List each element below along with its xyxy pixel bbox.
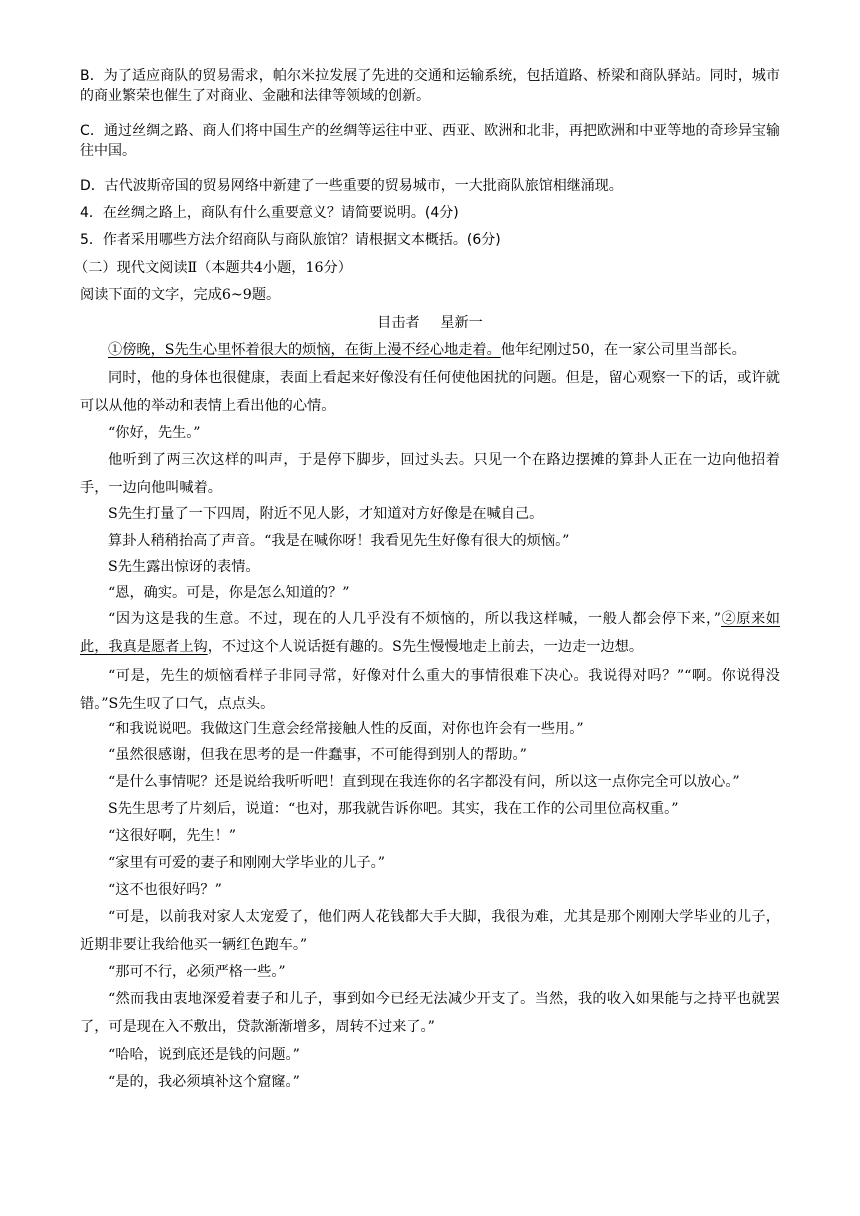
option-d: D．古代波斯帝国的贸易网络中新建了一些重要的贸易城市，一大批商队旅馆相继涌现。 bbox=[80, 178, 623, 194]
paragraph-15: “这很好啊，先生！” bbox=[108, 828, 237, 844]
paragraph-10: “可是，先生的烦恼看样子非同寻常，好像对什么重大的事情很难下决心。我说得对吗？”“啊。你说得没错。”S先生叹了口气，点点头。 bbox=[80, 668, 780, 712]
marked-sentence-1: ①傍晚，S先生心里怀着很大的烦恼，在街上漫不经心地走着。 bbox=[108, 342, 501, 358]
paragraph-9 bbox=[80, 605, 780, 661]
paragraph-21: “哈哈，说到底还是钱的问题。” bbox=[108, 1047, 300, 1063]
paragraph-6: 算卦人稍稍抬高了声音。“我是在喊你呀！我看见先生好像有很大的烦恼。” bbox=[108, 533, 570, 549]
paragraph-22: “是的，我必须填补这个窟窿。” bbox=[108, 1074, 300, 1090]
paragraph-12: “虽然很感谢，但我在思考的是一件蠢事，不可能得到别人的帮助。” bbox=[108, 747, 527, 763]
story-author: 星新一 bbox=[440, 315, 483, 331]
paragraph-11: “和我说说吧。我做这门生意会经常接触人性的反面，对你也许会有一些用。” bbox=[108, 721, 584, 737]
paragraph-4: 他听到了两三次这样的叫声，于是停下脚步，回过头去。只见一个在路边摆摊的算卦人正在一边向他招着手，一边向他叫喊着。 bbox=[80, 452, 780, 496]
question-5: 5．作者采用哪些方法介绍商队与商队旅馆？请根据文本概括。(6分) bbox=[80, 232, 501, 248]
paragraph-16: “家里有可爱的妻子和刚刚大学毕业的儿子。” bbox=[108, 855, 385, 871]
paragraph-9-end: ，不过这个人说话挺有趣的。S先生慢慢地走上前去，一边走一边想。 bbox=[207, 639, 644, 655]
section-header: （二）现代文阅读Ⅱ（本题共4小题，16分） bbox=[74, 260, 352, 276]
story-title: 目击者 bbox=[377, 315, 420, 331]
question-4: 4．在丝绸之路上，商队有什么重要意义？请简要说明。(4分) bbox=[80, 205, 459, 221]
paragraph-9-start: “因为这是我的生意。不过，现在的人几乎没有不烦恼的，所以我这样喊，一般人都会停下来，” bbox=[108, 611, 721, 627]
paragraph-1 bbox=[80, 340, 780, 360]
marked-sentence-2: ②原来如此，我真是愿者上钩 bbox=[80, 611, 780, 655]
paragraph-3: “你好，先生。” bbox=[108, 425, 201, 441]
paragraph-13: “是什么事情呢？还是说给我听听吧！直到现在我连你的名字都没有问，所以这一点你完全可以放心。” bbox=[108, 774, 740, 790]
section-instruction: 阅读下面的文字，完成6~9题。 bbox=[80, 287, 281, 303]
paragraph-19: “那可不行，必须严格一些。” bbox=[108, 964, 286, 980]
option-c: C．通过丝绸之路、商人们将中国生产的丝绸等运往中亚、西亚、欧洲和北非，再把欧洲和中亚等地的奇珍异宝输往中国。 bbox=[80, 123, 780, 159]
paragraph-1-rest: 他年纪刚过50，在一家公司里当部长。 bbox=[500, 342, 746, 358]
paragraph-14: S先生思考了片刻后，说道：“也对，那我就告诉你吧。其实，我在工作的公司里位高权重。” bbox=[108, 801, 679, 817]
paragraph-17: “这不也很好吗？” bbox=[108, 882, 222, 898]
paragraph-5: S先生打量了一下四周，附近不见人影，才知道对方好像是在喊自己。 bbox=[108, 506, 544, 522]
paragraph-2: 同时，他的身体也很健康，表面上看起来好像没有任何使他困扰的问题。但是，留心观察一下的话，或许就可以从他的举动和表情上看出他的心情。 bbox=[80, 370, 780, 414]
paragraph-8: “恩，确实。可是，你是怎么知道的？” bbox=[108, 585, 350, 601]
paragraph-18: “可是，以前我对家人太宠爱了，他们两人花钱都大手大脚，我很为难，尤其是那个刚刚大学毕业的儿子，近期非要让我给他买一辆红色跑车。” bbox=[80, 909, 780, 953]
option-b: B．为了适应商队的贸易需求，帕尔米拉发展了先进的交通和运输系统，包括道路、桥梁和商队驿站。同时，城市的商业繁荣也催生了对商业、金融和法律等领域的创新。 bbox=[80, 68, 780, 104]
story-title-line bbox=[0, 313, 860, 333]
paragraph-20: “然而我由衷地深爱着妻子和儿子，事到如今已经无法减少开支了。当然，我的收入如果能与之持平也就罢了，可是现在入不敷出，贷款渐渐增多，周转不过来了。” bbox=[80, 991, 780, 1035]
paragraph-7: S先生露出惊讶的表情。 bbox=[108, 559, 260, 575]
